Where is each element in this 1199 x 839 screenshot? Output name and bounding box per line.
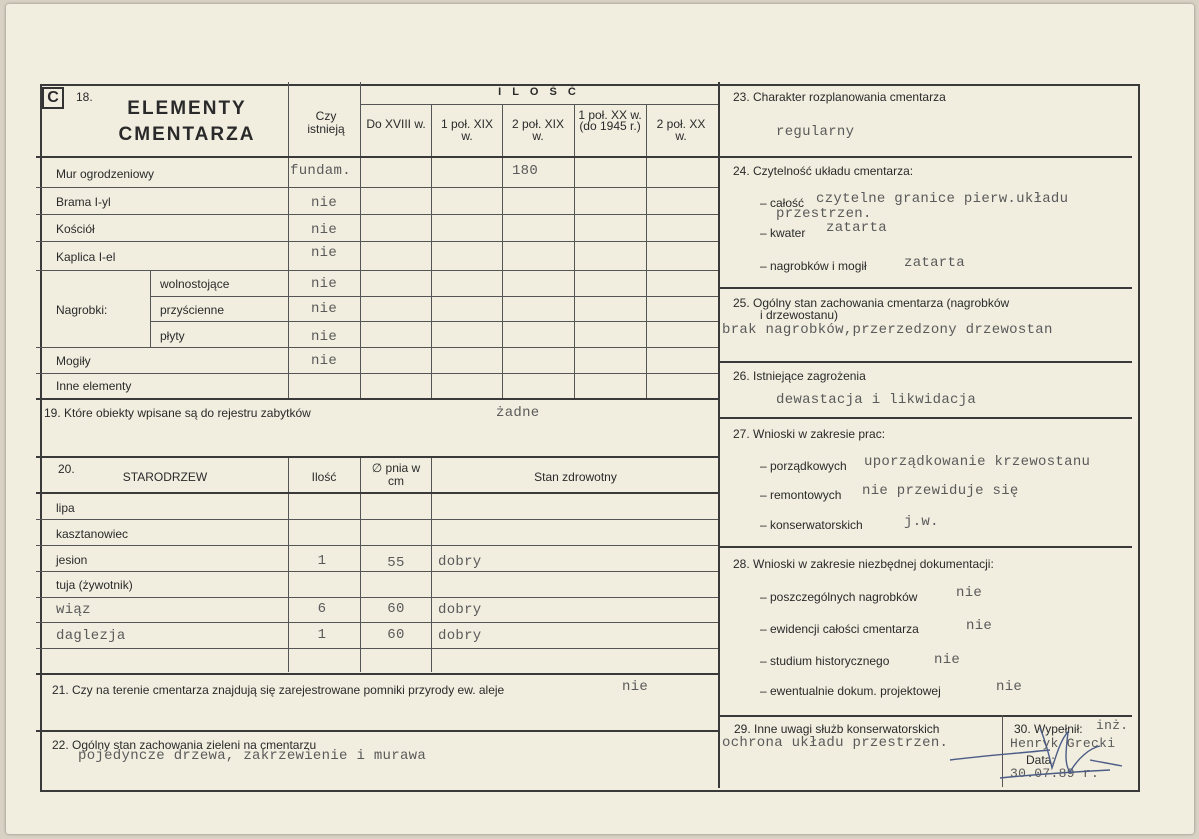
tree-count-jesion: 1	[317, 553, 327, 569]
tree-diam-daglezja: 60	[387, 627, 405, 643]
section-number-18: 18.	[76, 90, 93, 104]
q28-design-label: – ewentualnie dokum. projektowej	[760, 684, 941, 698]
tree-count-daglezja: 1	[317, 627, 327, 643]
answer-graves-exists: nie	[310, 353, 338, 369]
row-label-freestanding: wolnostojące	[160, 277, 230, 291]
q24-label: 24. Czytelność układu cmentarza:	[733, 164, 914, 178]
q24-graves-label: – nagrobków i mogił	[760, 259, 867, 273]
tree-name-tuja: tuja (żywotnik)	[56, 578, 133, 592]
period-header-3: 2 poł. XIX w.	[511, 117, 565, 143]
row-label-wall-mounted: przyścienne	[160, 303, 225, 317]
q24-whole-answer-line2: przestrzen.	[776, 206, 872, 222]
q24-graves-answer: zatarta	[904, 255, 965, 271]
answer-chapel-exists: nie	[310, 245, 338, 261]
q23-label: 23. Charakter rozplanowania cmentarza	[733, 90, 946, 104]
answer-freestanding-exists: nie	[310, 276, 338, 292]
tree-name-wiaz: wiąz	[56, 602, 91, 618]
row-label-gravestones: Nagrobki:	[56, 303, 108, 317]
q27-cleaning-label: – porządkowych	[760, 459, 847, 473]
q27-label: 27. Wnioski w zakresie prac:	[733, 427, 886, 441]
q25-label-line2: i drzewostanu)	[760, 308, 839, 322]
q20-col-count: Ilość	[311, 470, 337, 484]
q30-title: inż.	[1096, 718, 1129, 733]
period-header-5: 2 poł. XX w.	[656, 117, 706, 143]
q24-whole-label: – całość	[760, 196, 805, 210]
answer-slabs-exists: nie	[310, 329, 338, 345]
row-label-church: Kościół	[56, 222, 95, 236]
q23-answer: regularny	[776, 124, 855, 140]
tree-health-wiaz: dobry	[438, 602, 482, 618]
elements-title-line2: CMENTARZA	[118, 124, 256, 145]
q29-answer: ochrona układu przestrzen.	[722, 735, 949, 751]
q28-label: 28. Wnioski w zakresie niezbędnej dokumentacji:	[733, 557, 994, 571]
answer-wall-quantity: 180	[511, 163, 539, 179]
q27-repair-label: – remontowych	[760, 488, 842, 502]
q26-label: 26. Istniejące zagrożenia	[733, 369, 866, 383]
q21-label: 21. Czy na terenie cmentarza znajdują się zarejestrowane pomniki przyrody ew. aleje	[52, 683, 505, 697]
q19-label: 19. Które obiekty wpisane są do rejestru zabytków	[44, 406, 311, 420]
signature-mark	[940, 720, 1130, 790]
q30-label: 30. Wypełnił:	[1014, 722, 1083, 736]
q20-number: 20.	[58, 462, 75, 476]
q20-col-health: Stan zdrowotny	[534, 470, 617, 484]
q25-label-line1: 25. Ogólny stan zachowania cmentarza (nagrobków	[733, 296, 1010, 310]
col-header-quantity: I L O Ś Ć	[498, 86, 580, 98]
tree-name-kasztanowiec: kasztanowiec	[56, 527, 129, 541]
tree-diam-wiaz: 60	[387, 601, 405, 617]
q30-date: 30.07.89 r.	[1010, 766, 1100, 781]
q29-label: 29. Inne uwagi służb konserwatorskich	[734, 722, 940, 736]
q28-registry-answer: nie	[966, 618, 993, 634]
row-label-graves: Mogiły	[56, 354, 91, 368]
answer-church-exists: nie	[310, 222, 338, 238]
q20-col-diameter: ∅ pnia w cm	[371, 461, 421, 488]
q30-name: Henryk Grecki	[1010, 736, 1116, 751]
tree-count-wiaz: 6	[317, 601, 327, 617]
q24-whole-answer-line1: czytelne granice pierw.układu	[816, 191, 1069, 207]
q28-gravestones-label: – poszczególnych nagrobków	[760, 590, 918, 604]
tree-name-daglezja: daglezja	[56, 628, 126, 644]
period-header-4: 1 poł. XX w. (do 1945 r.)	[578, 108, 642, 133]
q25-answer: brak nagrobków,przerzedzony drzewostan	[722, 322, 1053, 338]
row-label-gate: Brama I-yl	[56, 195, 111, 209]
answer-wallmounted-exists: nie	[310, 301, 338, 317]
answer-wall-exists: fundam.	[290, 163, 351, 179]
elements-title-line1: ELEMENTY	[127, 98, 247, 119]
section-letter-box: C	[42, 87, 64, 109]
period-header-1: Do XVIII w.	[366, 117, 426, 131]
q30-date-label: Data:	[1026, 753, 1055, 767]
q26-answer: dewastacja i likwidacja	[776, 392, 977, 408]
tree-diam-jesion: 55	[387, 555, 405, 571]
q22-answer: pojedyncze drzewa, zakrzewienie i murawa	[78, 748, 427, 764]
col-header-exists: Czy istnieją	[307, 109, 345, 136]
row-label-wall: Mur ogrodzeniowy	[56, 167, 155, 181]
q27-cleaning-answer: uporządkowanie krzewostanu	[864, 454, 1091, 470]
q19-answer: żadne	[496, 405, 540, 421]
q28-historical-answer: nie	[934, 652, 961, 668]
q27-conservation-answer: j.w.	[904, 514, 939, 530]
q21-answer: nie	[622, 679, 649, 695]
row-label-chapel: Kaplica I-el	[56, 250, 116, 264]
q28-historical-label: – studium historycznego	[760, 654, 890, 668]
row-label-slabs: płyty	[160, 329, 185, 343]
tree-health-daglezja: dobry	[438, 628, 482, 644]
q28-design-answer: nie	[996, 679, 1023, 695]
q27-repair-answer: nie przewiduje się	[862, 483, 1019, 499]
q22-label: 22. Ogólny stan zachowania zieleni na cmentarzu	[52, 738, 317, 752]
q28-registry-label: – ewidencji całości cmentarza	[760, 622, 919, 636]
tree-name-jesion: jesion	[56, 553, 88, 567]
period-header-2: 1 poł. XIX w.	[440, 117, 494, 143]
q27-conservation-label: – konserwatorskich	[760, 518, 863, 532]
q20-title: STARODRZEW	[122, 470, 208, 484]
q24-quarters-label: – kwater	[760, 226, 806, 240]
tree-name-lipa: lipa	[56, 501, 75, 515]
answer-gate-exists: nie	[310, 195, 338, 211]
q28-gravestones-answer: nie	[956, 585, 983, 601]
row-label-other: Inne elementy	[56, 379, 132, 393]
tree-health-jesion: dobry	[438, 554, 482, 570]
q24-quarters-answer: zatarta	[826, 220, 887, 236]
